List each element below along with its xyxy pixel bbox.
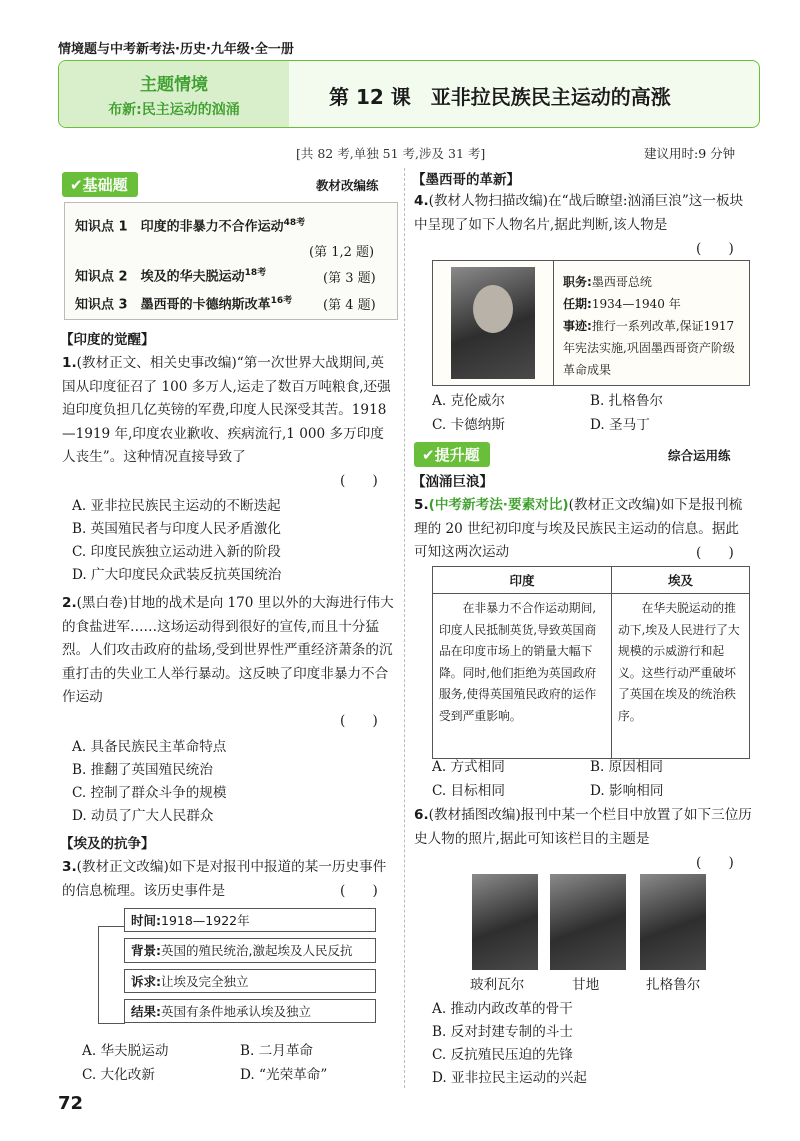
col-egypt-body: 在华夫脱运动的推动下,埃及人民进行了大规模的示威游行和起义。这些行动严重破坏了英国在埃及的统治秩序。 (612, 594, 750, 759)
knowledge-3-ref: (第 4 题) (323, 298, 376, 313)
column-divider (404, 168, 405, 1088)
q6-option-d[interactable]: D. 亚非拉民主运动的兴起 (432, 1070, 587, 1086)
knowledge-3: 知识点 3 墨西哥的卡德纳斯改革$^{16考}$ (75, 296, 293, 313)
q2-option-b[interactable]: B. 推翻了英国殖民统治 (72, 762, 213, 778)
question-5: 5.(中考新考法·要素对比)(教材正文改编)如下是报刊梳理的 20 世纪初印度与埃及民族民主运动的信息。据此可知这两次运动 (414, 497, 743, 560)
knowledge-2: 知识点 2 埃及的华夫脱运动$^{18考}$ (75, 268, 267, 285)
q4-option-b[interactable]: B. 扎格鲁尔 (590, 393, 664, 409)
check-icon: ✔ (422, 446, 435, 464)
q2-option-a[interactable]: A. 具备民族民主革命特点 (72, 739, 227, 755)
suggested-time: 建议用时:9 分钟 (644, 146, 736, 161)
q4-option-c[interactable]: C. 卡德纳斯 (432, 417, 505, 433)
advanced-tag: 综合运用练 (668, 448, 731, 463)
answer-paren-1[interactable]: ( ) (340, 473, 378, 489)
question-3: 3.(教材正文改编)如下是对报刊中报道的某一历史事件的信息梳理。该历史事件是 (62, 859, 387, 899)
q3-option-a[interactable]: A. 华夫脱运动 (82, 1043, 169, 1059)
caption-gandhi: 甘地 (572, 977, 600, 993)
q4-option-d[interactable]: D. 圣马丁 (590, 417, 650, 433)
col-india-head: 印度 (433, 567, 612, 594)
lesson-title: 第 12 课 亚非拉民族民主运动的高涨 (329, 85, 671, 109)
q1-option-b[interactable]: B. 英国殖民者与印度人民矛盾激化 (72, 521, 281, 537)
q6-option-a[interactable]: A. 推动内政改革的骨干 (432, 1001, 573, 1017)
advanced-badge: ✔提升题 (414, 442, 490, 467)
theme-label: 主题情境 (140, 75, 208, 95)
exam-stats: [共 82 考,单独 51 考,涉及 31 考] (296, 146, 486, 161)
caption-bolivar: 玻利瓦尔 (470, 977, 525, 993)
comparison-table (432, 566, 750, 759)
q6-option-b[interactable]: B. 反对封建专制的斗士 (432, 1024, 573, 1040)
section-egypt: 【埃及的抗争】 (60, 836, 155, 852)
q4-option-a[interactable]: A. 克伦威尔 (432, 393, 505, 409)
question-6: 6.(教材插图改编)报刊中某一个栏目中放置了如下三位历史人物的照片,据此可知该栏目的主题是 (414, 807, 752, 847)
q5-option-a[interactable]: A. 方式相同 (432, 759, 505, 775)
knowledge-1: 知识点 1 印度的非暴力不合作运动$^{48考}$ (75, 218, 306, 235)
lesson-header (58, 60, 760, 128)
q5-option-c[interactable]: C. 目标相同 (432, 783, 505, 799)
q2-option-d[interactable]: D. 动员了广大人民群众 (72, 808, 214, 824)
person-card (432, 260, 750, 386)
cardenas-photo (451, 267, 535, 379)
q2-option-c[interactable]: C. 控制了群众斗争的规模 (72, 785, 227, 801)
card-text (563, 271, 743, 381)
info-result: 结果:英国有条件地承认埃及独立 (124, 999, 376, 1023)
section-mexico: 【墨西哥的革新】 (412, 172, 520, 188)
col-egypt-head: 埃及 (612, 567, 750, 594)
q1-option-a[interactable]: A. 亚非拉民族民主运动的不断迭起 (72, 498, 281, 514)
card-post: 职务:墨西哥总统 (563, 275, 652, 289)
card-divider (553, 261, 554, 385)
info-bracket (98, 926, 125, 1024)
info-time: 时间:1918—1922年 (124, 908, 376, 932)
q1-option-d[interactable]: D. 广大印度民众武装反抗英国统治 (72, 567, 282, 583)
check-icon: ✔ (70, 176, 83, 194)
book-title: 情境题与中考新考法·历史·九年级·全一册 (58, 42, 294, 57)
section-wave: 【汹涌巨浪】 (412, 474, 493, 490)
answer-paren-5[interactable]: ( ) (696, 545, 734, 561)
q6-options (432, 998, 587, 1090)
q1-options (72, 495, 281, 587)
theme-panel (59, 61, 289, 127)
event-info (124, 908, 376, 1023)
answer-paren-3[interactable]: ( ) (340, 883, 378, 899)
answer-paren-4[interactable]: ( ) (696, 241, 734, 257)
q5-option-b[interactable]: B. 原因相同 (590, 759, 664, 775)
basic-badge: ✔基础题 (62, 172, 138, 197)
knowledge-box (64, 202, 398, 320)
knowledge-1-ref: (第 1,2 题) (309, 245, 375, 260)
q6-option-c[interactable]: C. 反抗殖民压迫的先锋 (432, 1047, 573, 1063)
question-4: 4.(教材人物扫描改编)在“战后瞭望:汹涌巨浪”这一板块中呈现了如下人物名片,据此判断,该人物是 (414, 193, 744, 233)
question-1: 1.(教材正文、相关史事改编)“第一次世界大战期间,英国从印度征召了 100 多万人,运走了数百万吨粮食,还强迫印度负担几亿英镑的军费,印度人民深受其苦。1918—1919 年,印度农业歉收、疾病流行,1 000 多万印度人丧生”。这种情况直接导致了 (62, 355, 391, 465)
q5-option-d[interactable]: D. 影响相同 (590, 783, 664, 799)
q3-option-c[interactable]: C. 大化改新 (82, 1067, 155, 1083)
q3-option-d[interactable]: D. “光荣革命” (240, 1067, 328, 1083)
info-demand: 诉求:让埃及完全独立 (124, 969, 376, 993)
zaghlul-photo (640, 874, 706, 970)
q3-option-b[interactable]: B. 二月革命 (240, 1043, 314, 1059)
caption-zaghlul: 扎格鲁尔 (646, 977, 701, 993)
section-india: 【印度的觉醒】 (60, 332, 155, 348)
answer-paren-6[interactable]: ( ) (696, 855, 734, 871)
knowledge-2-ref: (第 3 题) (323, 271, 376, 286)
gandhi-photo (550, 874, 626, 970)
theme-sub: 布新:民主运动的汹涌 (108, 102, 240, 118)
card-term: 任期:1934—1940 年 (563, 297, 681, 311)
face-shape (473, 285, 513, 333)
col-india-body: 在非暴力不合作运动期间,印度人民抵制英货,导致英国商品在印度市场上的销量大幅下降。同时,他们拒绝为英国政府服务,使得英国殖民政府的运作受到严重影响。 (433, 594, 612, 759)
card-deeds: 事迹:推行一系列改革,保证1917 年宪法实施,巩固墨西哥资产阶级革命成果 (563, 319, 735, 377)
question-2: 2.(黑白卷)甘地的战术是向 170 里以外的大海进行伟大的食盐进军……这场运动得到很好的宣传,而且十分猛烈。人们攻击政府的盐场,受到世界性严重经济萧条的沉重打击的失业工人举行暴动。这反映了印度非暴力不合作运动 (62, 595, 394, 705)
q1-option-c[interactable]: C. 印度民族独立运动进入新的阶段 (72, 544, 281, 560)
basic-tag: 教材改编练 (316, 178, 379, 193)
page-number: 72 (58, 1093, 84, 1114)
bolivar-photo (472, 874, 538, 970)
info-background: 背景:英国的殖民统治,激起埃及人民反抗 (124, 938, 376, 963)
q2-options (72, 736, 227, 828)
answer-paren-2[interactable]: ( ) (340, 713, 378, 729)
